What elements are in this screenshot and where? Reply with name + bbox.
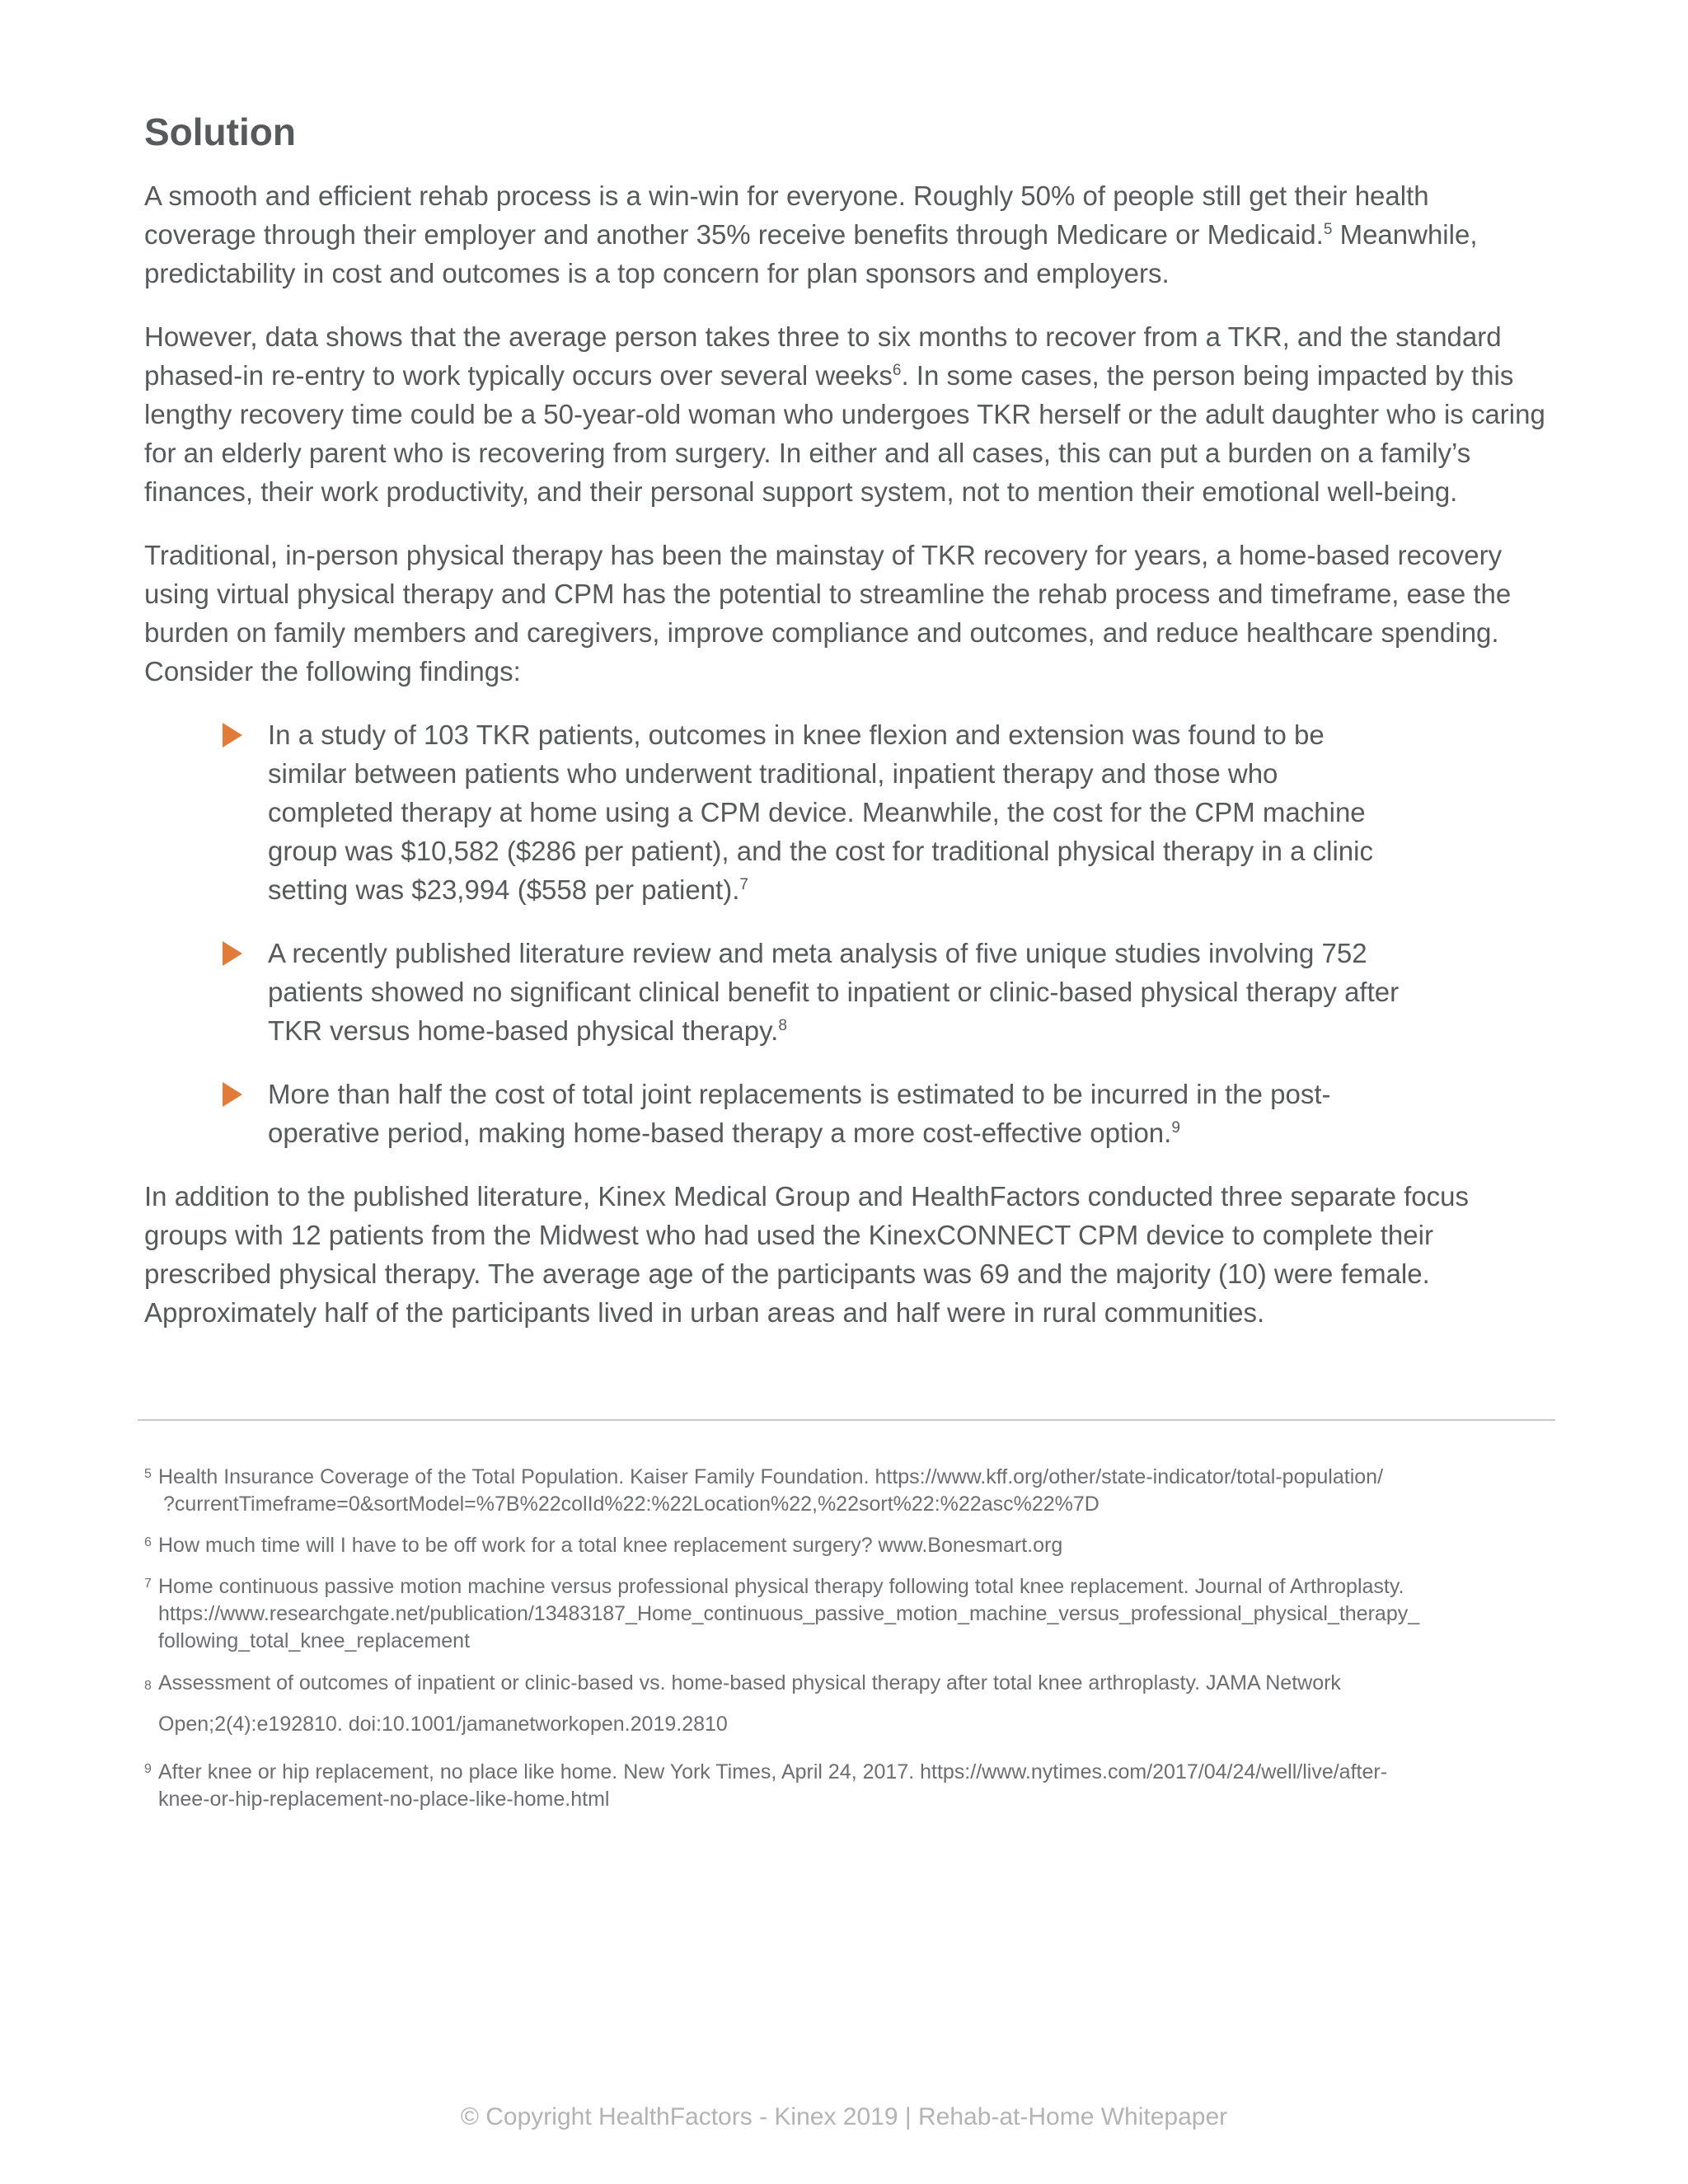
footnote-line: Home continuous passive motion machine versus professional physical therapy following total knee replacement. Journal of Arthroplasty. xyxy=(158,1575,1404,1598)
triangle-bullet-icon xyxy=(223,941,242,966)
footnote-number: 6 xyxy=(144,1535,152,1549)
footnote-number: 7 xyxy=(144,1577,152,1591)
footnote-9 xyxy=(144,1759,1545,1813)
finding-item-post-operative-cost xyxy=(223,1075,1405,1152)
footnote-8 xyxy=(144,1662,1545,1745)
paragraph-focus-groups: In addition to the published literature, Kinex Medical Group and HealthFactors conducted three separate focus groups with 12 patients from the Midwest who had used the KinexCONNECT CPM device to complete their prescribed physical therapy. The average age of the participants was 69 and the majority (10) were female. Approximately half of the participants lived in urban areas and half were in rural communities. xyxy=(144,1181,1469,1328)
footnote-line: Health Insurance Coverage of the Total Population. Kaiser Family Foundation. https://www.kff.org/other/state-indicator/total-population/ xyxy=(158,1465,1384,1488)
paragraph-recovery-after: . In some cases, the person being impacted by this lengthy recovery time could be a 50-year-old woman who undergoes TKR herself or the adult daughter who is caring for an elderly parent who is recovering from surgery. In either and all cases, this can put a burden on a family’s finances, their work productivity, and their personal support system, not to mention their emotional well-being. xyxy=(144,360,1545,507)
footnote-ref-9: 9 xyxy=(1171,1119,1180,1137)
footnote-ref-7: 7 xyxy=(739,876,748,893)
footnote-ref-6: 6 xyxy=(892,362,902,379)
section-heading: Solution xyxy=(144,110,296,153)
footnote-line: ?currentTimeframe=0&sortModel=%7B%22colId%22:%22Location%22,%22sort%22:%22asc%22%7D xyxy=(163,1493,1100,1516)
footnote-7 xyxy=(144,1573,1545,1655)
finding-text: A recently published literature review and meta analysis of five unique studies involving 752 patients showed no significant clinical benefit to inpatient or clinic-based physical therapy after TKR versus home-based physical therapy. xyxy=(268,938,1400,1046)
footnote-line: Open;2(4):e192810. doi:10.1001/jamanetworkopen.2019.2810 xyxy=(158,1713,728,1736)
finding-item-meta-analysis xyxy=(223,934,1405,1050)
footnote-number: 9 xyxy=(144,1762,152,1776)
triangle-bullet-icon xyxy=(223,723,242,748)
footnotes xyxy=(144,1464,1545,1827)
page-footer: © Copyright HealthFactors - Kinex 2019 | Rehab-at-Home Whitepaper xyxy=(460,2103,1228,2130)
findings-list xyxy=(144,715,1545,1152)
solution-section xyxy=(144,107,1545,1357)
finding-item-cpm-study xyxy=(223,715,1405,909)
paragraph-coverage-after: Meanwhile, predictability in cost and outcomes is a top concern for plan sponsors and employers. xyxy=(144,219,1478,288)
finding-text: In a study of 103 TKR patients, outcomes in knee flexion and extension was found to be similar between patients who underwent traditional, inpatient therapy and those who completed therapy at home using a CPM device. Meanwhile, the cost for the CPM machine group was $10,582 ($286 per patient), and the cost for traditional physical therapy in a clinic setting was $23,994 ($558 per patient). xyxy=(268,719,1373,905)
footnote-number: 5 xyxy=(144,1467,152,1481)
triangle-bullet-icon xyxy=(223,1082,242,1107)
paragraph-recovery-text: However, data shows that the average person takes three to six months to recover from a TKR, and the standard phased-in re-entry to work typically occurs over several weeks xyxy=(144,321,1502,391)
finding-text: More than half the cost of total joint replacements is estimated to be incurred in the post-operative period, making home-based therapy a more cost-effective option. xyxy=(268,1079,1331,1148)
paragraph-coverage xyxy=(144,176,1545,293)
footnote-6 xyxy=(144,1532,1545,1559)
paragraph-recovery xyxy=(144,317,1545,511)
footnote-line: https://www.researchgate.net/publication/13483187_Home_continuous_passive_motion_machine_versus_professional_physical_therapy_ xyxy=(158,1602,1420,1625)
footnote-line: knee-or-hip-replacement-no-place-like-home.html xyxy=(158,1788,610,1811)
footnote-ref-5: 5 xyxy=(1323,221,1333,238)
footnote-divider xyxy=(138,1419,1555,1421)
footnote-line: How much time will I have to be off work for a total knee replacement surgery? www.Bonesmart.org xyxy=(158,1534,1063,1557)
footnote-ref-8: 8 xyxy=(778,1017,787,1034)
footnote-line: following_total_knee_replacement xyxy=(158,1629,471,1652)
paragraph-coverage-text: A smooth and efficient rehab process is a win-win for everyone. Roughly 50% of people still get their health coverage through their employer and another 35% receive benefits through Medicare or Medicaid. xyxy=(144,180,1429,250)
footnote-line: Assessment of outcomes of inpatient or clinic-based vs. home-based physical therapy after total knee arthroplasty. JAMA Network xyxy=(158,1671,1341,1694)
footnote-line: After knee or hip replacement, no place like home. New York Times, April 24, 2017. https://www.nytimes.com/2017/04/24/well/live/after- xyxy=(158,1760,1388,1783)
paragraph-traditional-therapy: Traditional, in-person physical therapy has been the mainstay of TKR recovery for years, a home-based recovery using virtual physical therapy and CPM has the potential to streamline the rehab process and timeframe, ease the burden on family members and caregivers, improve compliance and outcomes, and reduce healthcare spending. Consider the following findings: xyxy=(144,540,1512,687)
footnote-5 xyxy=(144,1464,1545,1518)
footnote-number: 8 xyxy=(144,1679,152,1693)
